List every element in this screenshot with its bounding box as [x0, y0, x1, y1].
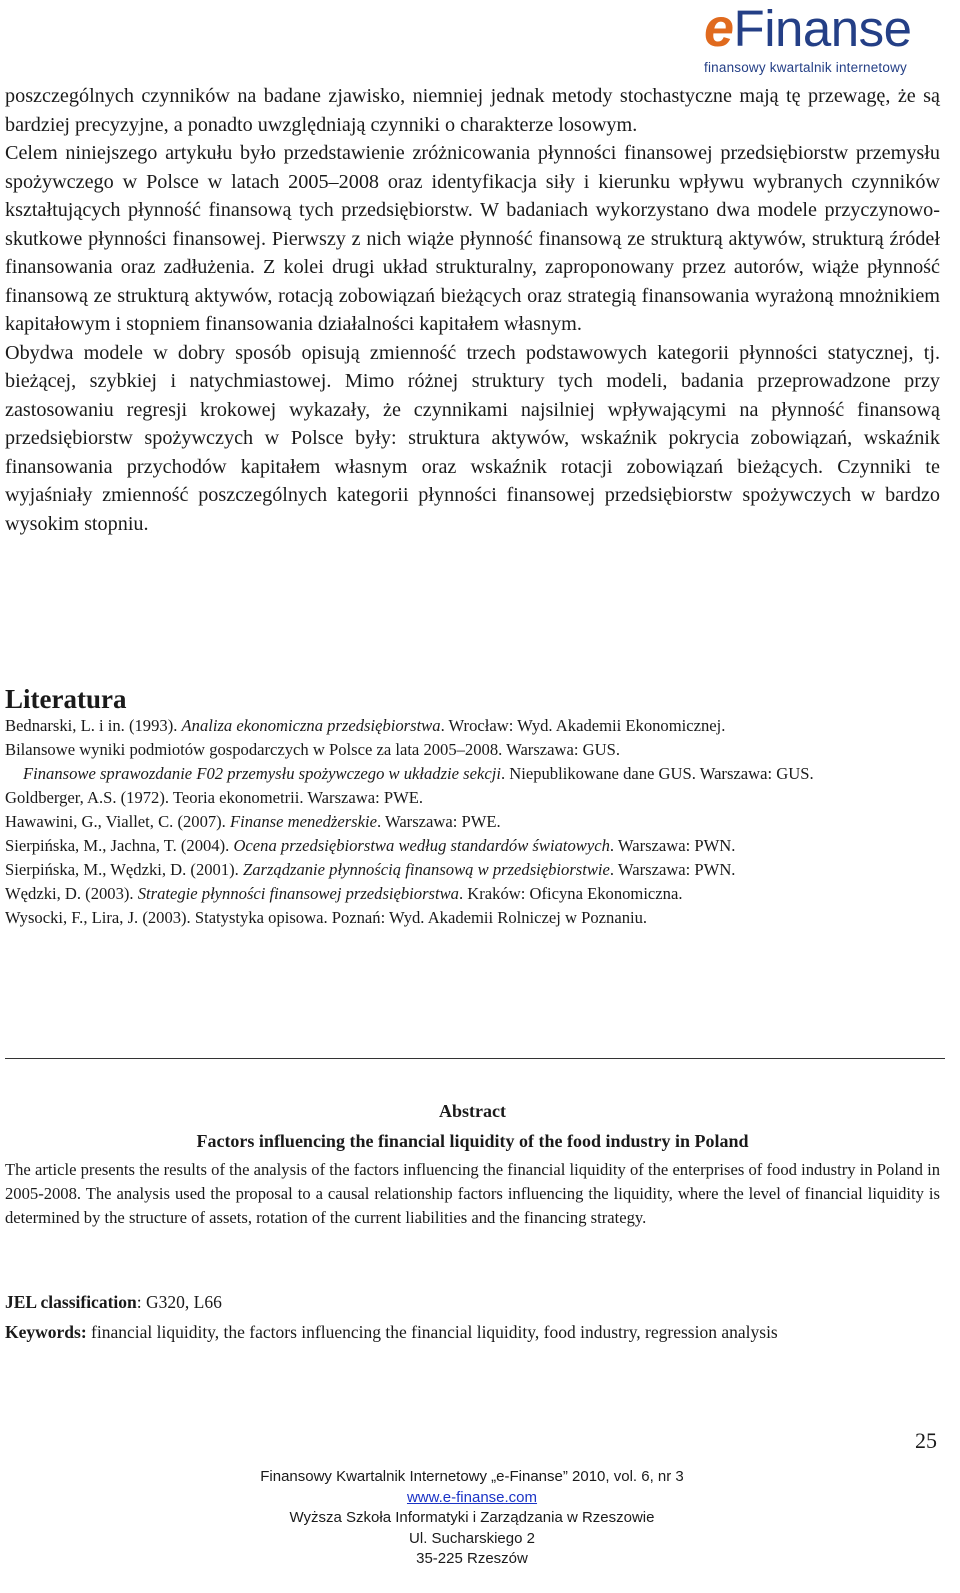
literature-heading: Literatura — [5, 684, 127, 714]
reference-item — [5, 858, 945, 882]
reference-authors: Wysocki, F., Lira, J. (2003). Statystyka opisowa. Poznań: Wyd. Akademii Rolniczej w Poznaniu. — [5, 908, 648, 927]
reference-authors: Sierpińska, M., Wędzki, D. (2001). — [5, 860, 243, 879]
reference-title: Analiza ekonomiczna przedsiębiorstwa — [181, 716, 441, 735]
reference-list — [5, 714, 945, 930]
footer-journal: Finansowy Kwartalnik Internetowy „e-Finanse” 2010, vol. 6, nr 3 — [260, 1468, 684, 1485]
reference-authors: Hawawini, G., Viallet, C. (2007). — [5, 812, 230, 831]
abstract-title: Factors influencing the financial liquidity of the food industry in Poland — [196, 1131, 749, 1151]
reference-item — [5, 714, 945, 738]
reference-item — [5, 906, 945, 930]
reference-publisher: . Wrocław: Wyd. Akademii Ekonomicznej. — [440, 716, 726, 735]
reference-authors: Sierpińska, M., Jachna, T. (2004). — [5, 836, 234, 855]
main-body-text — [5, 82, 940, 538]
reference-title: Ocena przedsiębiorstwa według standardów światowych — [233, 836, 610, 855]
keywords-value: financial liquidity, the factors influencing the financial liquidity, food industry, regression analysis — [86, 1322, 778, 1342]
efinanse-logo — [702, 0, 954, 82]
footer-city: 35-225 Rzeszów — [416, 1550, 528, 1567]
reference-title: Finanse menedżerskie — [229, 812, 377, 831]
reference-publisher: . Kraków: Oficyna Ekonomiczna. — [458, 884, 683, 903]
page-number: 25 — [915, 1428, 937, 1453]
reference-title: Strategie płynności finansowej przedsiębiorstwa — [137, 884, 459, 903]
body-paragraph: Obydwa modele w dobry sposób opisują zmienność trzech podstawowych kategorii płynności statycznej, tj. bieżącej, szybkiej i natychmiastowej. Mimo różnej struktury tych modeli, badania przeprowadzone przy zastosowaniu regresji krokowej wykazały, że czynnikami najsilniej wpływającymi na płynność finansową przedsiębiorstw spożywczych w Polsce były: struktura aktywów, wskaźnik pokrycia zobowiązań, wskaźnik finansowania przychodów kapitałem własnym oraz wskaźnik rotacji zobowiązań bieżących. Czynniki te wyjaśniały zmienność poszczególnych kategorii płynności finansowej przedsiębiorstw spożywczych w bardzo wysokim stopniu. — [5, 341, 940, 535]
keywords — [5, 1320, 778, 1344]
reference-publisher: . Warszawa: PWN. — [609, 860, 736, 879]
reference-publisher: . Niepublikowane dane GUS. Warszawa: GUS. — [500, 764, 814, 783]
logo-e-letter: e — [704, 0, 734, 58]
reference-item — [5, 738, 945, 762]
footer-institution: Wyższa Szkoła Informatyki i Zarządzania w Rzeszowie — [289, 1509, 655, 1526]
reference-authors: Bednarski, L. i in. (1993). — [5, 716, 182, 735]
reference-item — [5, 882, 945, 906]
reference-authors: Goldberger, A.S. (1972). Teoria ekonometrii. Warszawa: PWE. — [5, 788, 424, 807]
logo-tagline: finansowy kwartalnik internetowy — [704, 60, 907, 75]
reference-item — [5, 834, 945, 858]
jel-label: JEL classification — [5, 1292, 137, 1312]
logo-wordmark — [704, 0, 912, 59]
reference-authors: Wędzki, D. (2003). — [5, 884, 138, 903]
abstract-body: The article presents the results of the analysis of the factors influencing the financial liquidity of the enterprises of food industry in Poland in 2005-2008. The analysis used the proposal to a causal relationship factors influencing the liquidity, where the level of financial liquidity is determined by the structure of assets, rotation of the current liabilities and the financing strategy. — [5, 1160, 940, 1227]
reference-authors: Bilansowe wyniki podmiotów gospodarczych w Polsce za lata 2005–2008. Warszawa: GUS. — [5, 740, 620, 759]
keywords-label: Keywords: — [5, 1322, 87, 1342]
body-paragraph: Celem niniejszego artykułu było przedstawienie zróżnicowania płynności finansowej przedsiębiorstw przemysłu spożywczego w Polsce w latach 2005–2008 oraz identyfikacja siły i kierunku wpływu wybranych czynników kształtujących płynność finansową tych przedsiębiorstw. W badaniach wykorzystano dwa modele przyczynowo-skutkowe płynności finansowej. Pierwszy z nich wiąże płynność finansową ze strukturą aktywów, strukturą źródeł finansowania oraz zadłużenia. Z kolei drugi układ strukturalny, zaproponowany przez autorów, wiąże płynność finansową ze strukturą aktywów, rotacją zobowiązań bieżących oraz strategią finansowania wyrażoną mnożnikiem kapitałowym i stopniem finansowania działalności kapitałem własnym. — [5, 142, 940, 335]
reference-item — [5, 786, 945, 810]
footer-street: Ul. Sucharskiego 2 — [409, 1529, 535, 1547]
reference-title: Finansowe sprawozdanie F02 przemysłu spożywczego w układzie sekcji — [23, 764, 501, 783]
section-divider — [5, 1058, 945, 1059]
abstract-label: Abstract — [439, 1101, 506, 1121]
jel-value: : G320, L66 — [136, 1292, 222, 1312]
reference-publisher: . Warszawa: PWE. — [376, 812, 501, 831]
jel-classification — [5, 1290, 222, 1314]
page-footer — [212, 1467, 732, 1570]
reference-item — [5, 810, 945, 834]
reference-title: Zarządzanie płynnością finansową w przedsiębiorstwie — [242, 860, 610, 879]
reference-publisher: . Warszawa: PWN. — [609, 836, 736, 855]
logo-brand-rest: Finanse — [733, 0, 912, 57]
footer-url-link[interactable]: www.e-finanse.com — [406, 1488, 538, 1506]
body-paragraph: poszczególnych czynników na badane zjawisko, niemniej jednak metody stochastyczne mają tę przewagę, że są bardziej precyzyjne, a ponadto uwzględniają czynniki o charakterze losowym. — [5, 85, 940, 136]
reference-item — [5, 762, 945, 786]
